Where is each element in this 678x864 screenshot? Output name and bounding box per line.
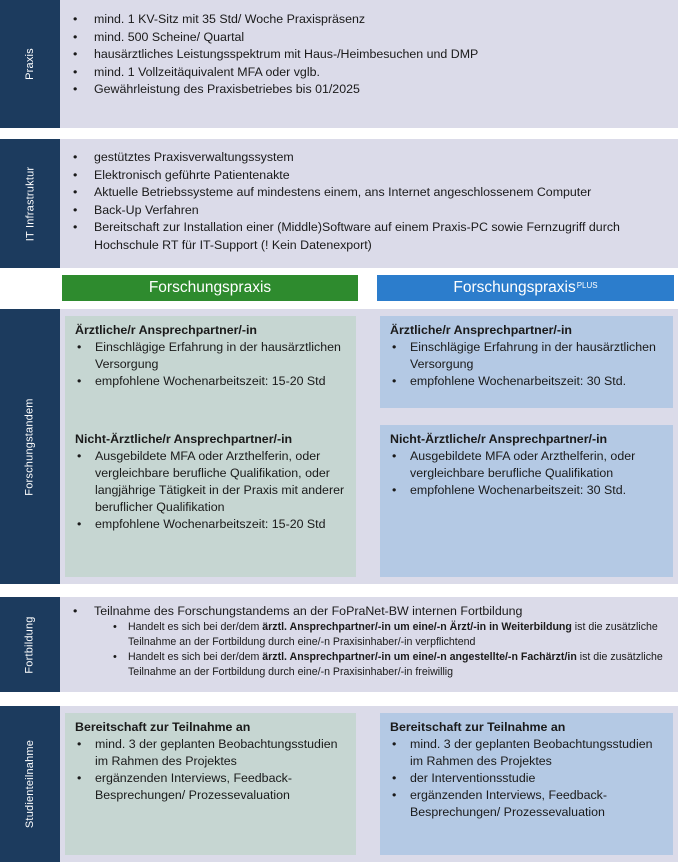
it-label: IT Infrastruktur	[24, 166, 36, 241]
fortbildung-sub-item-1	[60, 620, 674, 650]
list-item: • Aktuelle Betriebssysteme auf mindestens einem, ans Internet angeschlossenem Computer	[60, 184, 672, 202]
header-right-sup: PLUS	[576, 280, 598, 290]
box-title: Ärztliche/r Ansprechpartner/-in	[390, 323, 572, 337]
praxis-label: Praxis	[23, 48, 36, 80]
list-item: • Bereitschaft zur Installation einer (Middle)Software auf einem Praxis-PC sowie Fernzugriff durch Hochschule RT für IT-Support (! Kein Datenexport)	[60, 219, 672, 254]
left-arzt-box	[65, 316, 356, 426]
list-item: • Gewährleistung des Praxisbetriebes bis 01/2025	[60, 81, 672, 99]
tandem-sidebar	[0, 309, 60, 584]
list-item: • empfohlene Wochenarbeitszeit: 15-20 Std	[65, 516, 356, 533]
fortbildung-label: Fortbildung	[23, 615, 36, 674]
praxis-sidebar	[0, 0, 60, 128]
studien-label: Studienteilnahme	[24, 739, 37, 829]
studien-panel	[60, 706, 678, 862]
header-forschungspraxis-plus	[377, 275, 674, 301]
right-arzt-box	[380, 316, 673, 408]
studien-sidebar	[0, 706, 60, 862]
box-list	[380, 447, 673, 499]
it-section	[0, 139, 678, 268]
fortbildung-sub-item-2	[60, 650, 674, 680]
sub-text: ist die zusätzliche Teilnahme an der Fortbildung durch eine/-n Praxisinhaber/-in freiwillig	[128, 651, 663, 678]
sub-text-bold: ärztl. Ansprechpartner/-in um eine/-n angestellte/-n Fachärzt/in	[262, 651, 577, 663]
list-item: • hausärztliches Leistungsspektrum mit Haus-/Heimbesuchen und DMP	[60, 46, 672, 64]
fortbildung-sidebar	[0, 597, 60, 692]
list-item: • empfohlene Wochenarbeitszeit: 30 Std.	[380, 482, 673, 499]
list-item: • mind. 500 Scheine/ Quartal	[60, 29, 672, 47]
list-item: • mind. 3 der geplanten Beobachtungsstudien im Rahmen des Projektes	[380, 736, 673, 770]
list-item: • Back-Up Verfahren	[60, 202, 672, 220]
list-item: • Einschlägige Erfahrung in der hausärztlichen Versorgung	[380, 339, 673, 373]
list-item: • der Interventionsstudie	[380, 770, 673, 787]
header-forschungspraxis	[62, 275, 358, 301]
tandem-panel	[60, 309, 678, 584]
list-item: • mind. 1 KV-Sitz mit 35 Std/ Woche Praxispräsenz	[60, 11, 672, 29]
list-item: • Elektronisch geführte Patientenakte	[60, 167, 672, 185]
studien-right-box	[380, 713, 673, 855]
box-title: Ärztliche/r Ansprechpartner/-in	[75, 323, 257, 337]
fortbildung-content	[60, 603, 674, 680]
list-item: • empfohlene Wochenarbeitszeit: 15-20 Std	[65, 373, 356, 390]
praxis-panel	[60, 0, 678, 128]
list-item: • ergänzenden Interviews, Feedback-Besprechungen/ Prozessevaluation	[65, 770, 356, 804]
sub-text-bold: ärztl. Ansprechpartner/-in um eine/-n Ärzt/-in in Weiterbildung	[262, 621, 572, 633]
praxis-list	[60, 11, 672, 99]
list-item: • ergänzenden Interviews, Feedback-Besprechungen/ Prozessevaluation	[380, 787, 673, 821]
it-list	[60, 149, 672, 255]
tandem-section	[0, 309, 678, 584]
box-list	[65, 735, 356, 804]
list-item: • mind. 3 der geplanten Beobachtungsstudien im Rahmen des Projektes	[65, 736, 356, 770]
header-right-label: Forschungspraxis	[453, 279, 576, 296]
studien-section	[0, 706, 678, 862]
praxis-section	[0, 0, 678, 128]
sub-text: Handelt es sich bei der/dem	[128, 651, 263, 663]
list-item: • mind. 1 Vollzeitäquivalent MFA oder vglb.	[60, 64, 672, 82]
tandem-label: Forschungstandem	[24, 397, 36, 496]
box-list	[380, 735, 673, 821]
right-nicht-arzt-box	[380, 425, 673, 577]
box-title: Nicht-Ärztliche/r Ansprechpartner/-in	[75, 432, 293, 446]
header-left-label: Forschungspraxis	[148, 279, 272, 296]
fortbildung-section	[0, 597, 678, 692]
sub-text: ist die zusätzliche Teilnahme an der Fortbildung durch eine/-n Praxisinhaber/-in verpflichtend	[128, 621, 658, 648]
box-list	[65, 338, 356, 390]
it-panel	[60, 139, 678, 268]
box-title: Nicht-Ärztliche/r Ansprechpartner/-in	[390, 432, 608, 446]
studien-left-box	[65, 713, 356, 855]
list-item: • Ausgebildete MFA oder Arzthelferin, oder vergleichbare berufliche Qualifikation, oder langjährige Tätigkeit in der Praxis mit anderer beruflicher Qualifikation	[65, 448, 356, 516]
list-item: • gestütztes Praxisverwaltungssystem	[60, 149, 672, 167]
box-list	[65, 447, 356, 533]
fortbildung-main-item: • Teilnahme des Forschungstandems an der FoPraNet-BW internen Fortbildung	[60, 603, 674, 620]
box-title: Bereitschaft zur Teilnahme an	[75, 720, 251, 734]
list-item: • Ausgebildete MFA oder Arzthelferin, oder vergleichbare berufliche Qualifikation	[380, 448, 673, 482]
box-title: Bereitschaft zur Teilnahme an	[390, 720, 566, 734]
sub-text: Handelt es sich bei der/dem	[128, 621, 263, 633]
it-sidebar	[0, 139, 60, 268]
list-item: • empfohlene Wochenarbeitszeit: 30 Std.	[380, 373, 673, 390]
left-nicht-arzt-box	[65, 425, 356, 577]
box-list	[380, 338, 673, 390]
fortbildung-panel	[60, 597, 678, 692]
list-item: • Einschlägige Erfahrung in der hausärztlichen Versorgung	[65, 339, 356, 373]
